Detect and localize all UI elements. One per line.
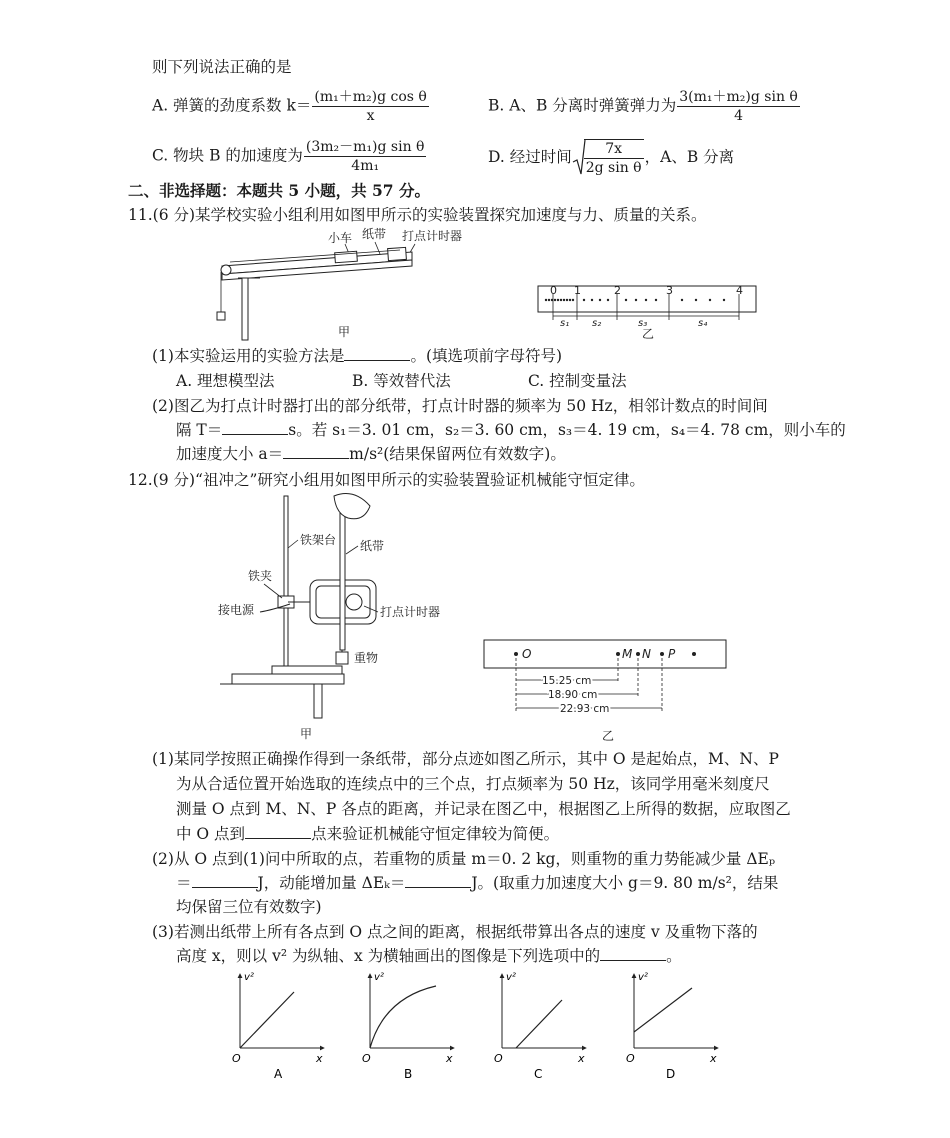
q10-option-d-text: D. 经过时间	[488, 148, 572, 166]
q12-part2-line3: 均保留三位有效数字)	[176, 898, 322, 916]
q11-seg-s2: s₂	[592, 318, 602, 329]
q11-part2-l3b: m/s²(结果保留两位有效数字)。	[349, 445, 566, 463]
q11-period-blank[interactable]	[222, 420, 288, 435]
q12-part1-line2: 为从合适位置开始选取的连续点中的三个点，打点频率为 50 Hz，该同学用毫米刻度尺	[176, 775, 770, 793]
q12-part1-line4	[176, 823, 559, 845]
q12-label-weight: 重物	[354, 651, 379, 665]
q10-option-d-tail: ，A、B 分离	[644, 148, 735, 166]
q12-part3-line2	[176, 945, 682, 967]
q11-accel-blank[interactable]	[283, 444, 349, 459]
graph-b-xlabel: x	[446, 1052, 453, 1065]
q12-part1-line1: (1)某同学按照正确操作得到一条纸带，部分点迹如图乙所示，其中 O 是起始点，M、N、P	[152, 750, 779, 768]
q11-part2-l3a: 加速度大小 a＝	[176, 445, 284, 463]
q10-option-a-denominator: x	[366, 108, 375, 124]
q12-point-m: M	[622, 647, 633, 661]
q10-option-b-fraction	[677, 88, 800, 125]
q11-label-car: 小车	[328, 231, 353, 245]
q12-kinetic-blank[interactable]	[405, 873, 471, 888]
q12-part2-l2c: J。(取重力加速度大小 g＝9. 80 m/s²，结果	[471, 874, 779, 892]
q10-option-d-numerator: 7x	[584, 140, 644, 159]
q12-part2-line1: (2)从 O 点到(1)问中所取的点，若重物的质量 m＝0. 2 kg，则重物的重力势能减少量 ΔEₚ	[152, 850, 776, 868]
graph-b-origin: O	[362, 1052, 371, 1065]
graph-b-label: B	[404, 1067, 413, 1081]
graph-d	[626, 972, 718, 1081]
q12-point-o: O	[522, 647, 532, 661]
q12-stem: 12.(9 分)“祖冲之”研究小组用如图甲所示的实验装置验证机械能守恒定律。	[128, 471, 645, 489]
q12-part3-l2b: 。	[666, 947, 682, 965]
q10-option-d-denominator: 2g sin θ	[585, 160, 642, 176]
q11-point-4: 4	[736, 284, 743, 297]
q11-seg-s1: s₁	[560, 318, 570, 329]
graph-d-origin: O	[626, 1052, 635, 1065]
q10-option-c-denominator: 4m₁	[351, 158, 380, 174]
q12-label-power: 接电源	[218, 603, 255, 617]
q11-p1-opt-c: C. 控制变量法	[528, 372, 627, 390]
q11-seg-s4: s₄	[698, 318, 708, 329]
q11-figure-jia	[200, 226, 463, 346]
q12-dist-on: 18.90 cm	[548, 689, 598, 701]
q12-figure-yi	[480, 636, 734, 744]
q11-point-3: 3	[666, 284, 673, 297]
q12-part2-line2	[176, 872, 778, 894]
q12-part1-line3: 测量 O 点到 M、N、P 各点的距离，并记录在图乙中，根据图乙上所得的数据，应取图乙	[176, 800, 791, 818]
graph-c	[494, 972, 586, 1081]
graph-c-xlabel: x	[578, 1052, 585, 1065]
q12-figure-jia	[212, 492, 462, 740]
graph-a-ylabel: v²	[244, 972, 254, 983]
graph-a-xlabel: x	[316, 1052, 323, 1065]
section-2-title: 二、非选择题：本题共 5 小题，共 57 分。	[128, 181, 430, 200]
q11-point-2: 2	[614, 284, 621, 297]
q11-label-tape: 纸带	[362, 227, 387, 241]
q11-part2-line3	[176, 443, 566, 465]
q11-part1-tail: 。(填选项前字母符号)	[410, 347, 563, 365]
q12-label-jia: 甲	[300, 727, 313, 741]
q10-option-d	[488, 138, 734, 178]
q12-dist-op: 22.93 cm	[560, 703, 610, 715]
q10-option-c-numerator: (3m₂－m₁)g sin θ	[305, 139, 425, 155]
q12-point-p: P	[668, 647, 676, 661]
q10-option-b	[488, 88, 801, 125]
q12-part1-l4b: 点来验证机械能守恒定律较为简便。	[311, 825, 560, 843]
q11-part2-line1: (2)图乙为打点计时器打出的部分纸带，打点计时器的频率为 50 Hz，相邻计数点的时间间	[152, 397, 768, 415]
q11-label-jia: 甲	[338, 325, 351, 339]
graph-c-ylabel: v²	[506, 972, 516, 983]
q10-option-b-denominator: 4	[734, 108, 744, 124]
q12-part1-l4a: 中 O 点到	[176, 825, 246, 843]
graph-a-origin: O	[232, 1052, 241, 1065]
q11-point-0: 0	[550, 284, 557, 297]
q10-option-b-text: B. A、B 分离时弹簧弹力为	[488, 96, 677, 115]
q12-part2-l2b: J，动能增加量 ΔEₖ＝	[257, 874, 406, 892]
graph-b-ylabel: v²	[374, 972, 384, 983]
q11-figure-yi	[536, 280, 762, 342]
q11-part1	[152, 345, 562, 367]
q12-label-tape: 纸带	[360, 539, 385, 553]
q11-point-1: 1	[574, 284, 581, 297]
q11-seg-s3: s₃	[638, 318, 648, 329]
q11-label-yi: 乙	[642, 327, 655, 341]
graph-c-origin: O	[494, 1052, 503, 1065]
q11-part2-l2b: s。若 s₁＝3. 01 cm，s₂＝3. 60 cm，s₃＝4. 19 cm，s₄＝4. 78 cm，则小车的	[288, 421, 846, 439]
q12-label-yi: 乙	[602, 729, 615, 743]
q10-option-c-text: C. 物块 B 的加速度为	[152, 146, 303, 165]
q12-potential-blank[interactable]	[192, 873, 258, 888]
q11-part1-blank[interactable]	[344, 346, 410, 361]
graph-b	[362, 972, 454, 1081]
q12-part2-l2a: ＝	[176, 874, 192, 892]
graph-a-label: A	[274, 1067, 283, 1081]
q11-p1-opt-b: B. 等效替代法	[352, 372, 451, 390]
graph-c-label: C	[534, 1067, 543, 1081]
q10-option-a-fraction	[312, 88, 428, 125]
q12-part3-l2a: 高度 x，则以 v² 为纵轴、x 为横轴画出的图像是下列选项中的	[176, 947, 601, 965]
q10-stem-tail: 则下列说法正确的是	[152, 58, 292, 76]
q12-label-timer: 打点计时器	[380, 605, 441, 619]
q12-graph-blank[interactable]	[600, 946, 666, 961]
q10-option-a-numerator: (m₁＋m₂)g cos θ	[314, 89, 427, 105]
q12-graph-options	[226, 968, 726, 1080]
q11-part2-line2	[176, 419, 846, 441]
q11-part2-l2a: 隔 T＝	[176, 421, 223, 439]
q11-label-timer: 打点计时器	[402, 229, 463, 243]
q12-dist-om: 15.25 cm	[542, 675, 592, 687]
graph-d-label: D	[666, 1067, 676, 1081]
q11-p1-opt-a: A. 理想模型法	[176, 372, 275, 390]
q12-part3-line1: (3)若测出纸带上所有各点到 O 点之间的距离，根据纸带算出各点的速度 v 及重物下落的	[152, 923, 758, 941]
q10-option-c-fraction	[304, 138, 427, 175]
q10-option-b-numerator: 3(m₁＋m₂)g sin θ	[679, 89, 798, 105]
graph-d-ylabel: v²	[638, 972, 648, 983]
q10-option-d-fraction	[584, 139, 644, 177]
q10-option-a	[152, 88, 430, 125]
q10-option-c	[152, 138, 427, 175]
q10-option-a-text: A. 弹簧的劲度系数 k＝	[152, 96, 312, 115]
q12-label-clamp: 铁夹	[248, 569, 273, 583]
q11-stem: 11.(6 分)某学校实验小组利用如图甲所示的实验装置探究加速度与力、质量的关系。	[128, 206, 707, 224]
graph-d-xlabel: x	[710, 1052, 717, 1065]
q12-point-blank[interactable]	[245, 824, 311, 839]
q12-label-stand: 铁架台	[300, 533, 337, 547]
q12-point-n: N	[642, 647, 651, 661]
graph-a	[232, 972, 324, 1081]
q11-part1-text: (1)本实验运用的实验方法是	[152, 347, 345, 365]
